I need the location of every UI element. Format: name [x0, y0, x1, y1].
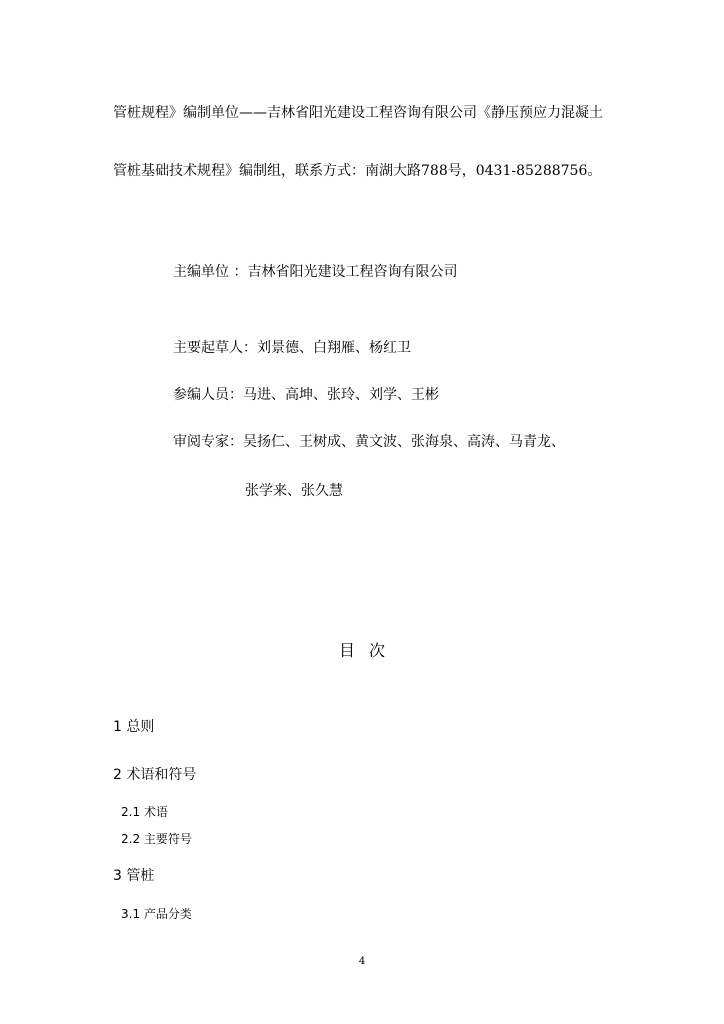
- intro-paragraph-line-1: 管桩规程》编制单位——吉林省阳光建设工程咨询有限公司《静压预应力混凝土: [113, 105, 603, 121]
- intro-paragraph-line-2: [113, 161, 601, 181]
- intro-line-end: 。: [587, 163, 602, 179]
- toc-title: 目次: [338, 641, 399, 660]
- toc-item-product-classification[interactable]: 3.1 产品分类: [121, 907, 192, 921]
- toc-item-main-symbols[interactable]: 2.2 主要符号: [121, 832, 192, 846]
- chief-editing-unit: 主编单位 ：吉林省阳光建设工程咨询有限公司: [173, 264, 458, 280]
- toc-item-pipe-pile[interactable]: 3 管桩: [113, 868, 155, 884]
- intro-contact-text: 管桩基础技术规程》编制组，联系方式：南湖大路: [113, 163, 421, 179]
- intro-phone-number: 0431-85288756: [475, 163, 588, 179]
- page-number: 4: [358, 956, 366, 967]
- toc-item-terms[interactable]: 2.1 术语: [121, 805, 168, 819]
- participating-editors: 参编人员：马进、高坤、张玲、刘学、王彬: [173, 387, 439, 403]
- toc-item-terms-symbols[interactable]: 2 术语和符号: [113, 767, 197, 783]
- intro-street-number: 788: [421, 163, 448, 179]
- review-experts: 审阅专家：吴扬仁、王树成、黄文波、张海泉、高涛、马青龙、: [173, 434, 565, 450]
- main-drafters: 主要起草人：刘景德、白翔雁、杨红卫: [173, 340, 411, 356]
- toc-item-general[interactable]: 1 总则: [113, 719, 155, 735]
- intro-contact-separator: 号，: [447, 163, 476, 179]
- review-experts-continued: 张学来、张久慧: [245, 483, 343, 499]
